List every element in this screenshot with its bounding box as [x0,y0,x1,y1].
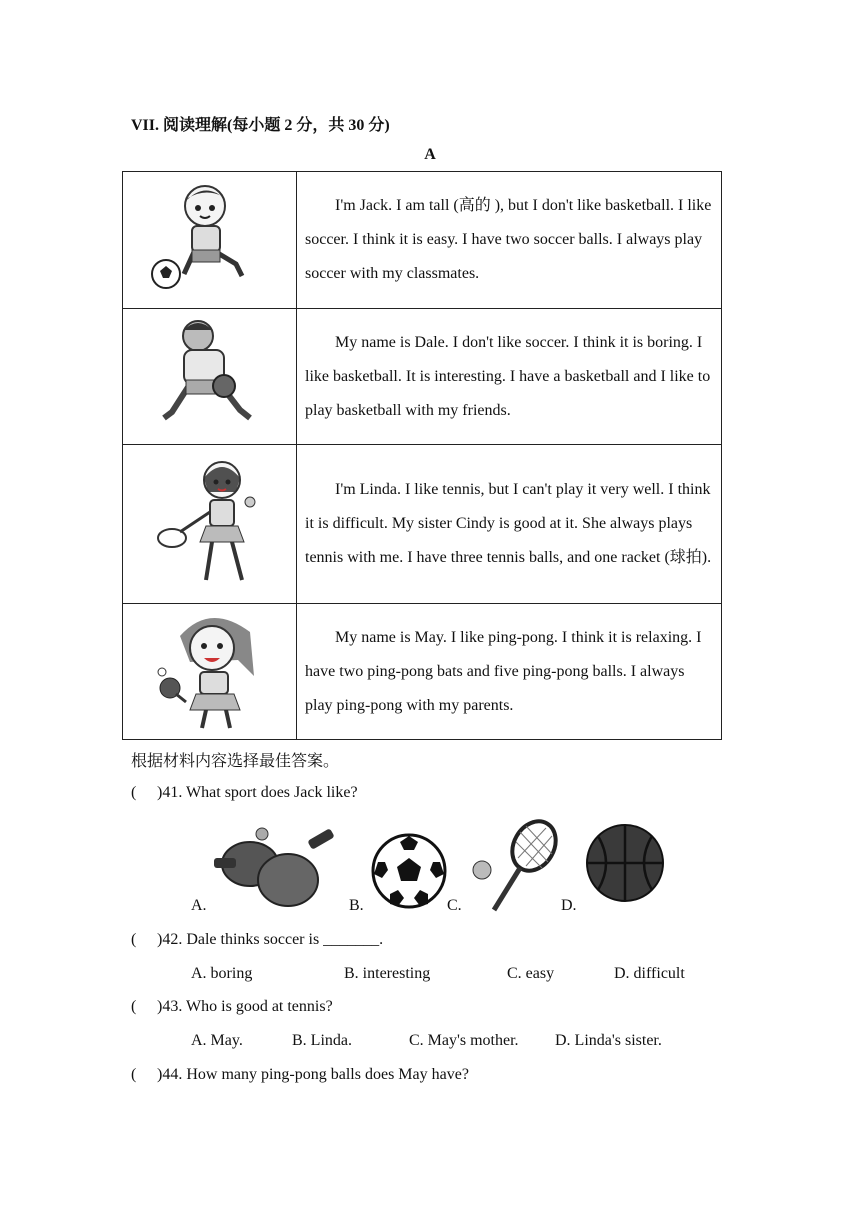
option-b-label[interactable]: B. [349,897,364,914]
option-d-label[interactable]: D. [561,897,577,914]
option-b[interactable]: B. Linda. [292,1032,352,1049]
boy-dribbling-basketball-icon [150,314,270,434]
option-a[interactable]: A. boring [191,965,253,982]
passage-text: I'm Linda. I like tennis, but I can't play it very well. I think it is difficult. My sister Cindy is good at it. She always plays tennis with me. I have three tennis balls, and one racket (球拍). [305,481,712,566]
table-row [123,309,722,445]
question-text: 41. What sport does Jack like? [162,784,358,801]
answer-bracket-close: ) [157,998,163,1015]
passage-table [122,171,722,740]
ping-pong-paddles-icon [212,824,340,912]
option-a[interactable]: A. May. [191,1032,243,1049]
passage-label: A [424,146,436,163]
section-heading: VII. 阅读理解(每小题 2 分，共 30 分) [131,117,390,134]
answer-bracket-open[interactable]: ( [131,1066,137,1083]
picture-cell [123,604,297,740]
question-text: 42. Dale thinks soccer is _______. [162,931,384,948]
question-41 [131,784,358,802]
passage-cell [297,604,722,740]
answer-bracket-open[interactable]: ( [131,931,137,948]
answer-bracket-close: ) [157,784,163,801]
passage-text: I'm Jack. I am tall (高的 ), but I don't like basketball. I like soccer. I think it is easy. I have two soccer balls. I always play soccer with my classmates. [305,197,712,282]
picture-cell [123,309,297,445]
soccer-ball-icon [370,832,448,910]
option-c-label[interactable]: C. [447,897,462,914]
option-a-label[interactable]: A. [191,897,207,914]
answer-bracket-open[interactable]: ( [131,784,137,801]
answer-bracket-close: ) [157,1066,163,1083]
option-c[interactable]: C. May's mother. [409,1032,519,1049]
table-row [123,445,722,604]
girl-playing-ping-pong-icon [150,606,270,732]
picture-cell [123,445,297,604]
passage-cell [297,309,722,445]
instructions: 根据材料内容选择最佳答案。 [131,751,340,770]
question-text: 43. Who is good at tennis? [162,998,333,1015]
answer-bracket-close: ) [157,931,163,948]
table-row [123,172,722,309]
question-43 [131,998,333,1016]
option-b[interactable]: B. interesting [344,965,431,982]
answer-bracket-open[interactable]: ( [131,998,137,1015]
tennis-racket-icon [470,818,562,912]
question-text: 44. How many ping-pong balls does May have? [162,1066,469,1083]
option-c[interactable]: C. easy [507,965,555,982]
option-d[interactable]: D. Linda's sister. [555,1032,662,1049]
passage-text: My name is Dale. I don't like soccer. I think it is boring. I like basketball. It is interesting. I have a basketball and I like to play basketball with my friends. [305,333,711,419]
passage-cell [297,445,722,604]
passage-text: My name is May. I like ping-pong. I think it is relaxing. I have two ping-pong bats and five ping-pong balls. I always play ping-pong with my parents. [305,628,702,714]
basketball-icon [584,822,666,904]
question-44 [131,1066,469,1084]
question-42 [131,931,383,949]
boy-kicking-soccer-ball-icon [150,178,270,298]
option-d[interactable]: D. difficult [614,965,685,982]
table-row [123,604,722,740]
picture-cell [123,172,297,309]
girl-playing-tennis-icon [150,452,270,592]
passage-cell [297,172,722,309]
